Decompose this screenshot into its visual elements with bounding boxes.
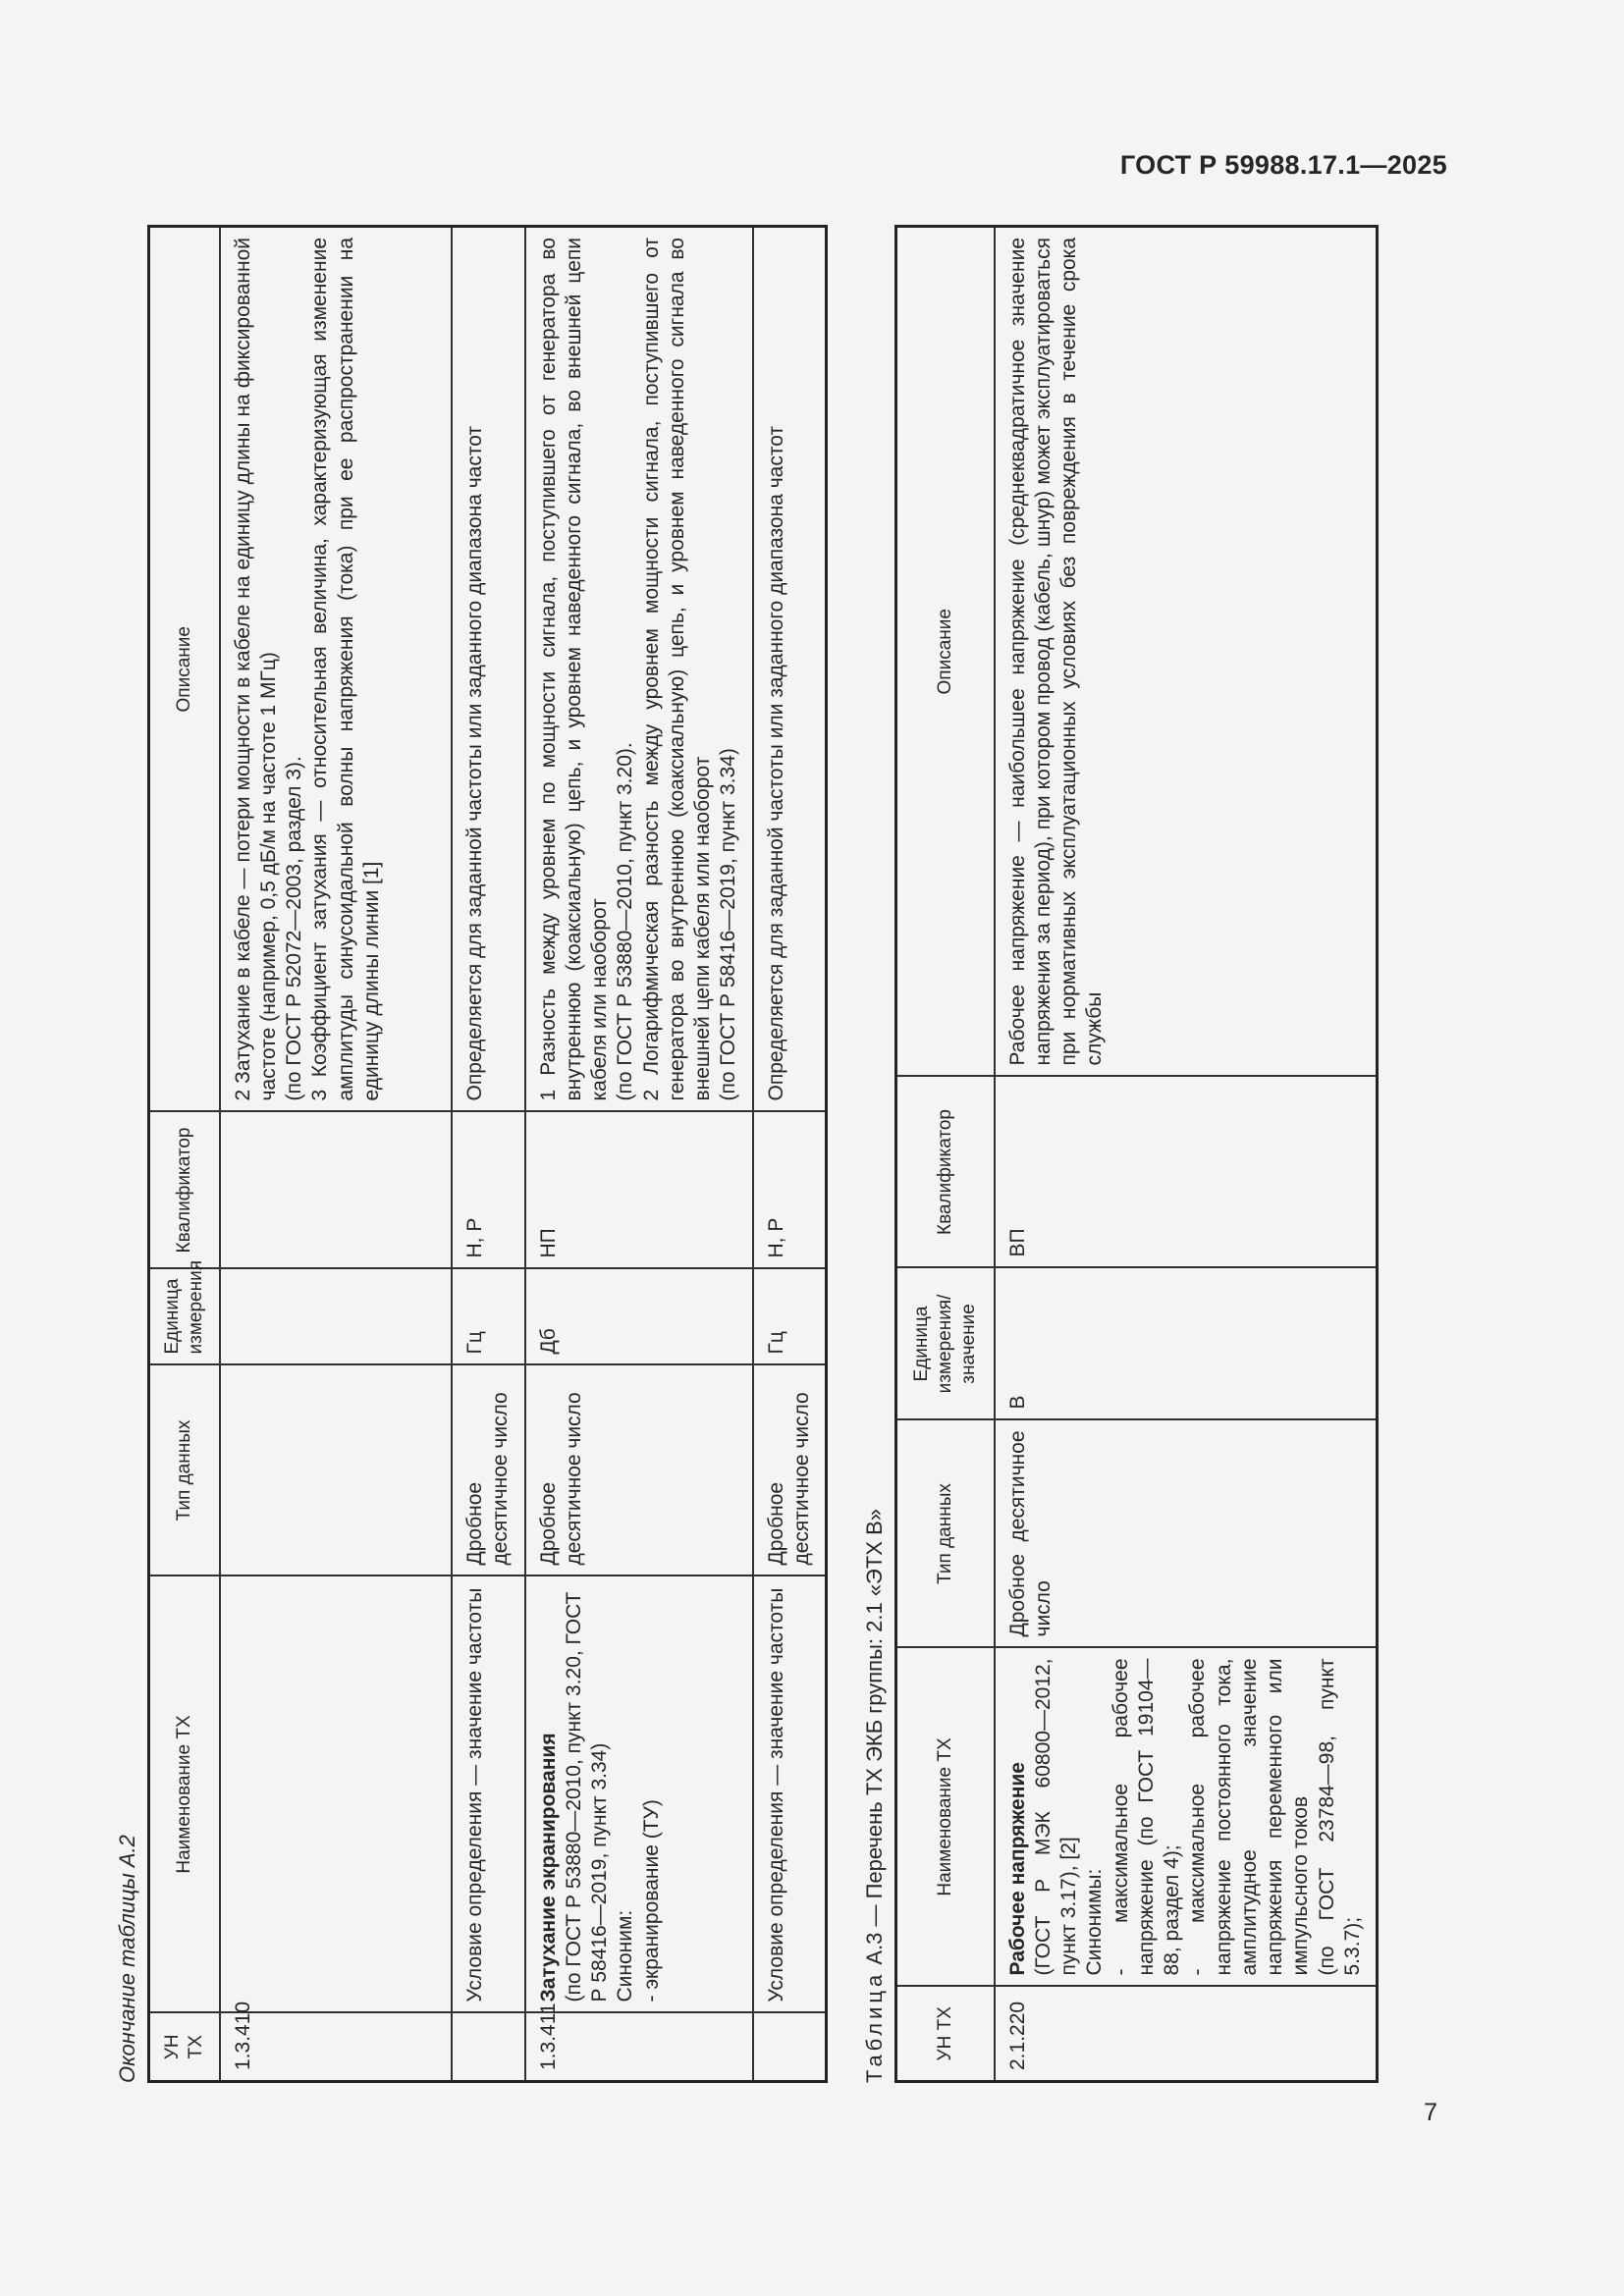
- cell-description: Рабочее напряжение — наибольшее напряжение (среднеквадратичное значение напряжения за период), при котором провод (кабель, шнур) может эксплуатироваться при нормативных эксплуатационных условиях без повреждения в течение срока службы: [995, 227, 1378, 1077]
- col-header-type: Тип данных: [149, 1365, 220, 1576]
- table-row: [220, 227, 452, 2082]
- cell-name: Условие определения — значение частоты: [452, 1576, 525, 2013]
- cell-type: [220, 1365, 452, 1576]
- name-title: Затухание экранирования: [536, 1733, 560, 2002]
- cell-unit: Гц: [452, 1269, 525, 1365]
- description-line: 2 Логарифмическая разность между уровнем мощности сигнала, поступившего от генератора во внутреннюю (коаксиальную) цепь, и уровнем наведенного сигнала во внешней цепи кабеля или наоборот: [639, 238, 714, 1101]
- name-line: (ГОСТ Р МЭК 60800—2012, пункт 3.17), [2]: [1031, 1658, 1080, 1976]
- table-a2: [147, 225, 828, 2083]
- col-header-description: Описание: [896, 227, 995, 1077]
- name-line: (по ГОСТ 23784—98, пункт 5.3.7);: [1315, 1658, 1364, 1976]
- col-header-code: УН ТХ: [149, 2013, 220, 2082]
- cell-description: [525, 227, 753, 1112]
- col-header-qualifier: Квалификатор: [149, 1112, 220, 1269]
- cell-type: Дробное десятичное число: [452, 1365, 525, 1576]
- col-header-unit: Единица измерения/ значение: [896, 1268, 995, 1420]
- description-line: 2 Затухание в кабеле — потери мощности в кабеле на единицу длины на фиксированной частоте (например, 0,5 дБ/м на частоте 1 МГц): [231, 238, 280, 1101]
- cell-qualifier: [220, 1112, 452, 1269]
- cell-code: [753, 2013, 827, 2082]
- cell-description: [220, 227, 452, 1112]
- cell-qualifier: ВП: [995, 1077, 1378, 1268]
- description-line: 3 Коэффициент затухания — относительная величина, характеризующая изменение амплитуды синусоидальной волны напряжения (тока) при ее распространении на единицу длины линии [1]: [308, 238, 383, 1101]
- name-line: - максимальное рабочее напряжение (по ГОСТ 19104—88, раздел 4);: [1109, 1658, 1183, 1976]
- table-a3-header-row: [896, 227, 995, 2082]
- cell-type: Дробное десятичное число: [995, 1420, 1378, 1648]
- table-title: А.3 — Перечень ТХ ЭКБ группы: 2.1 «ЭТХ В»: [862, 1508, 887, 1965]
- cell-qualifier: Н, Р: [753, 1112, 827, 1269]
- cell-code: 1.3.410: [220, 2013, 452, 2082]
- cell-code: 2.1.220: [995, 1987, 1378, 2082]
- table-a3-caption: [855, 228, 894, 2083]
- name-line: - экранирование (ТУ): [639, 1799, 663, 2002]
- cell-name: [525, 1576, 753, 2013]
- col-header-qualifier: Квалификатор: [896, 1077, 995, 1268]
- cell-code: 1.3.411: [525, 2013, 753, 2082]
- description-line: (по ГОСТ Р 53880—2010, пункт 3.20).: [614, 742, 637, 1101]
- name-line: (по ГОСТ Р 53880—2010, пункт 3.20, ГОСТ Р 58416—2019, пункт 3.34): [562, 1591, 611, 2002]
- table-a2-caption: Окончание таблицы А.2: [115, 1835, 139, 2083]
- description-line: (по ГОСТ Р 58416—2019, пункт 3.34): [717, 748, 740, 1101]
- table-a3: [894, 225, 1379, 2083]
- cell-name: [995, 1648, 1378, 1987]
- cell-unit: [220, 1269, 452, 1365]
- name-title: Рабочее напряжение: [1005, 1762, 1029, 1976]
- cell-qualifier: Н, Р: [452, 1112, 525, 1269]
- cell-description: Определяется для заданной частоты или заданного диапазона частот: [753, 227, 827, 1112]
- cell-description: Определяется для заданной частоты или заданного диапазона частот: [452, 227, 525, 1112]
- col-header-name: Наименование ТХ: [149, 1576, 220, 2013]
- col-header-code: УН ТХ: [896, 1987, 995, 2082]
- cell-type: Дробное десятичное число: [753, 1365, 827, 1576]
- col-header-name: Наименование ТХ: [896, 1648, 995, 1987]
- col-header-description: Описание: [149, 227, 220, 1112]
- description-line: 1 Разность между уровнем по мощности сигнала, поступившего от генератора во внутреннюю (коаксиальную) цепь, и уровнем наведенного сигнала, во внешней цепи кабеля или наоборот: [536, 238, 611, 1101]
- name-line: - максимальное рабочее напряжение постоянного тока, амплитудное значение напряжения переменного или импульсного токов: [1186, 1658, 1313, 1976]
- col-header-unit: Единица измерения: [149, 1269, 220, 1365]
- cell-name: [220, 1576, 452, 2013]
- col-header-type: Тип данных: [896, 1420, 995, 1648]
- table-row: [753, 227, 827, 2082]
- cell-unit: Дб: [525, 1269, 753, 1365]
- cell-name: Условие определения — значение частоты: [753, 1576, 827, 2013]
- cell-type: Дробное десятичное число: [525, 1365, 753, 1576]
- rotated-content: [108, 228, 1364, 2083]
- name-line: Синонимы:: [1083, 1868, 1107, 1976]
- description-line: (по ГОСТ Р 52072—2003, раздел 3).: [283, 756, 305, 1101]
- document-standard-number: ГОСТ Р 59988.17.1—2025: [1119, 150, 1447, 180]
- table-row: [452, 227, 525, 2082]
- cell-qualifier: НП: [525, 1112, 753, 1269]
- table-row: [995, 227, 1378, 2082]
- table-label: Таблица: [862, 1970, 887, 2083]
- cell-code: [452, 2013, 525, 2082]
- table-a2-header-row: [149, 227, 220, 2082]
- cell-unit: В: [995, 1268, 1378, 1420]
- cell-unit: Гц: [753, 1269, 827, 1365]
- name-line: Синоним:: [614, 1909, 637, 2002]
- table-row: [525, 227, 753, 2082]
- page-number: 7: [1424, 2099, 1437, 2126]
